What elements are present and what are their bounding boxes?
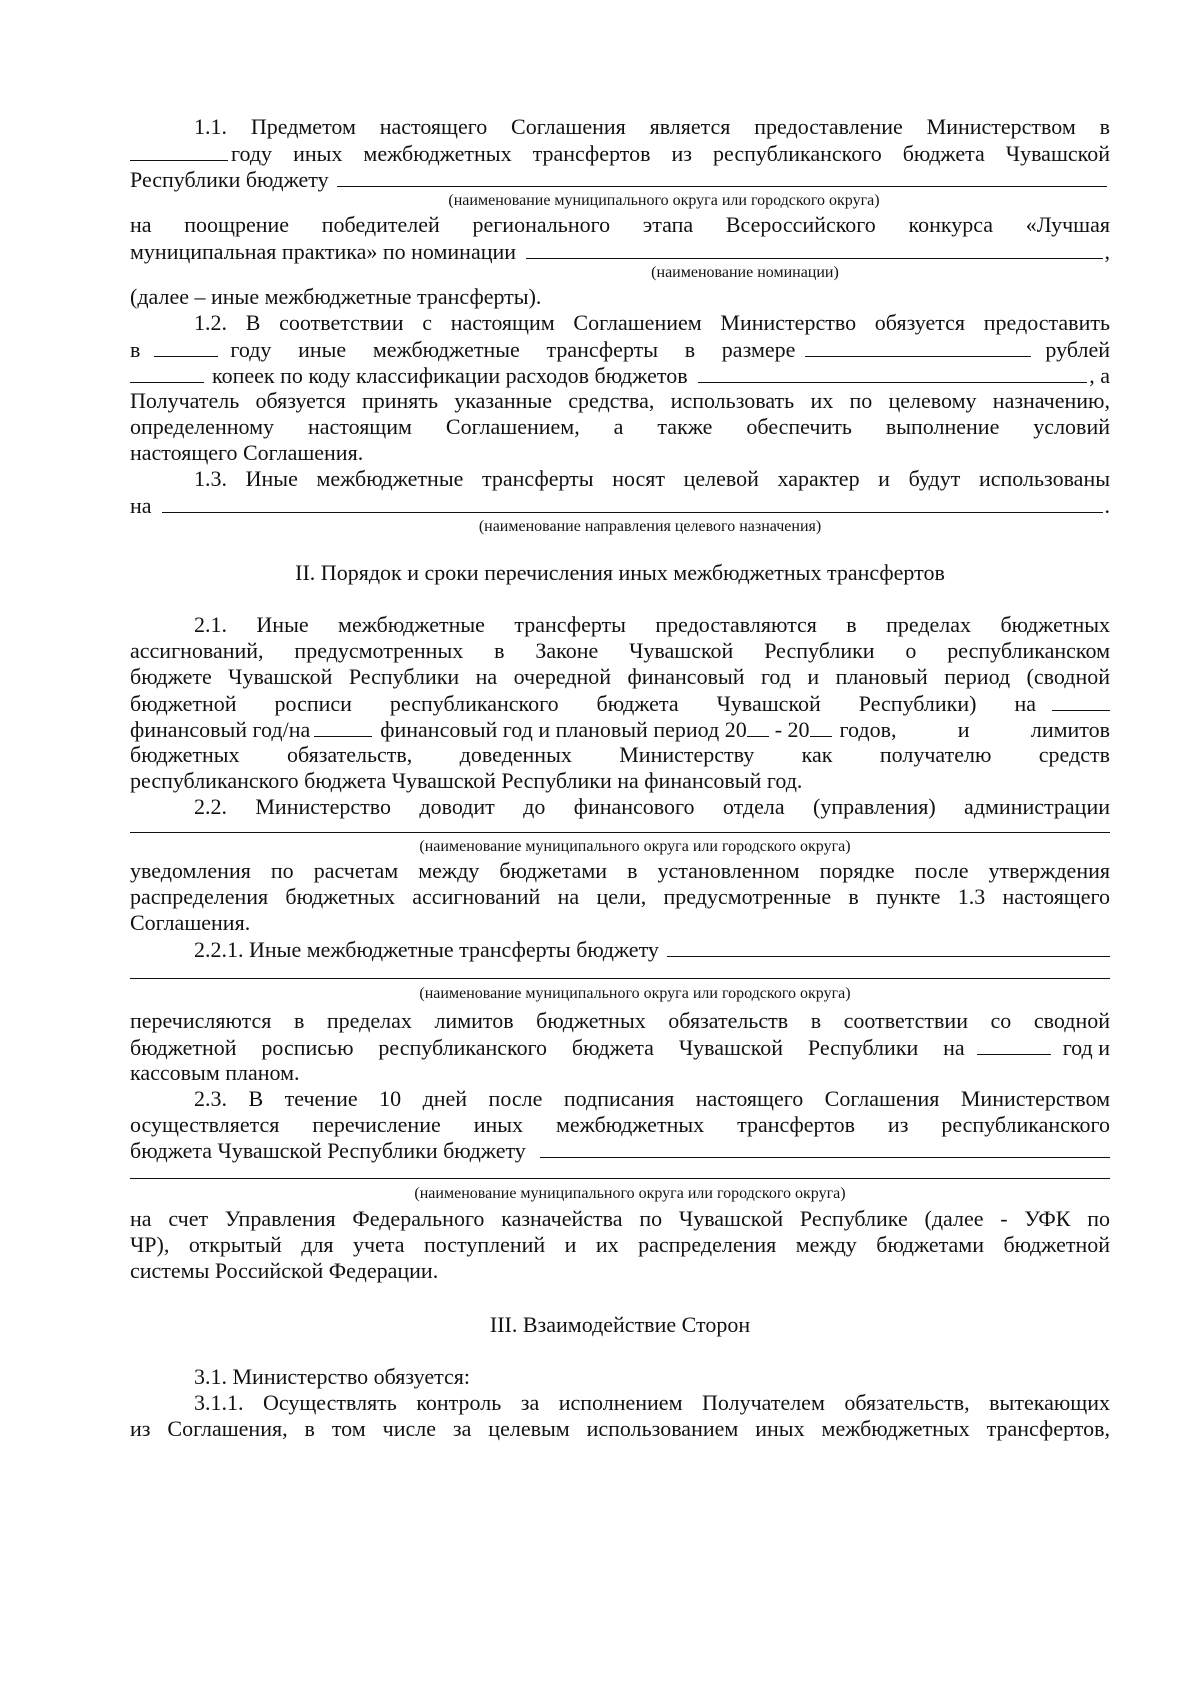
caption-municipality-4: (наименование муниципального округа или городского округа) xyxy=(414,1185,846,1202)
caption-municipality-3: (наименование муниципального округа или городского округа) xyxy=(419,985,851,1002)
blank-kopecks[interactable] xyxy=(130,362,204,383)
para-2-3-line-2: осуществляется перечисление иных межбюджетных трансфертов из республиканского xyxy=(130,1112,1110,1137)
para-2-1-line-4 xyxy=(130,690,1110,717)
blank-plan-year-2[interactable] xyxy=(810,716,832,737)
section-2-title: II. Порядок и сроки перечисления иных межбюджетных трансфертов xyxy=(295,560,945,585)
para-1-1-line-2 xyxy=(130,140,1110,167)
para-2-2-1-line-1 xyxy=(130,936,1110,963)
para-2-1-line-5a: финансовый год/на xyxy=(130,717,311,742)
para-1-2-in: в xyxy=(130,337,141,362)
para-1-2-line-6: настоящего Соглашения. xyxy=(130,440,364,465)
para-1-1-line-3-text: Республики бюджету xyxy=(130,167,329,192)
para-2-3-line-5: ЧР), открытый для учета поступлений и их распределения между бюджетами бюджетной xyxy=(130,1232,1110,1257)
para-1-2-line-2 xyxy=(130,336,1110,363)
para-2-2-1-line-4: кассовым планом. xyxy=(130,1060,300,1085)
para-3-1-line-3: из Соглашения, в том числе за целевым использованием иных межбюджетных трансфертов, xyxy=(130,1416,1110,1441)
para-1-3-line-2 xyxy=(130,492,1110,519)
para-2-1-line-6: бюджетных обязательств, доведенных Министерству как получателю средств xyxy=(130,742,1110,767)
comma: , xyxy=(1104,239,1110,264)
para-1-1-line-5-text: муниципальная практика» по номинации xyxy=(130,239,517,264)
para-2-1-line-7: республиканского бюджета Чувашской Республики на финансовый год. xyxy=(130,768,803,793)
blank-plan-year-1[interactable] xyxy=(747,716,769,737)
para-2-2-line-2: уведомления по расчетам между бюджетами в установленном порядке после утверждения xyxy=(130,858,1110,883)
para-2-1-line-3: бюджете Чувашской Республики на очередной финансовый год и плановый период (сводной xyxy=(130,664,1110,689)
para-1-2-line-4: Получатель обязуется принять указанные средства, использовать их по целевому назначению, xyxy=(130,388,1110,413)
para-2-2-line-1: 2.2. Министерство доводит до финансового отдела (управления) администрации xyxy=(194,794,1110,819)
para-1-1-line-6: (далее – иные межбюджетные трансферты). xyxy=(130,284,542,309)
blank-nomination[interactable] xyxy=(526,238,1102,259)
blank-year-2[interactable] xyxy=(154,336,218,357)
caption-target-purpose: (наименование направления целевого назначения) xyxy=(478,518,822,535)
para-2-1-line-5b: финансовый год и плановый период 20 xyxy=(380,717,747,742)
period: . xyxy=(1104,493,1110,518)
rubles-label: рублей xyxy=(1045,337,1110,362)
para-2-2-1-line-3 xyxy=(130,1034,1110,1061)
para-1-1-line-5 xyxy=(130,238,1110,265)
para-1-2-line-1: 1.2. В соответствии с настоящим Соглашением Министерство обязуется предоставить xyxy=(194,310,1110,335)
blank-municipality-3b[interactable] xyxy=(130,978,1110,979)
blank-target-purpose[interactable] xyxy=(162,492,1103,513)
para-1-2-line-3 xyxy=(130,362,1110,389)
para-2-2-line-3: распределения бюджетных ассигнований на цели, предусмотренные в пункте 1.3 настоящего xyxy=(130,884,1110,909)
section-3-title: III. Взаимодействие Сторон xyxy=(489,1312,751,1337)
para-1-1-line-1: 1.1. Предметом настоящего Соглашения является предоставление Министерством в xyxy=(194,114,1110,139)
blank-municipality-4b[interactable] xyxy=(130,1178,1110,1179)
para-1-2-line-3-text: копеек по коду классификации расходов бюджетов xyxy=(212,363,688,388)
blank-municipality-2[interactable] xyxy=(130,832,1110,833)
para-1-1-line-3 xyxy=(130,166,1110,193)
para-2-3-line-4: на счет Управления Федерального казначейства по Чувашской Республике (далее - УФК по xyxy=(130,1206,1110,1231)
para-2-2-1-line-1-text: 2.2.1. Иные межбюджетные трансферты бюджету xyxy=(194,937,659,962)
para-3-1-line-2: 3.1.1. Осуществлять контроль за исполнением Получателем обязательств, вытекающих xyxy=(194,1390,1110,1415)
para-2-1-line-4-text: бюджетной росписи республиканского бюджета Чувашской Республики) на xyxy=(130,691,1036,716)
para-2-2-1-line-3b: год и xyxy=(1062,1035,1110,1060)
para-1-3-line-1: 1.3. Иные межбюджетные трансферты носят целевой характер и будут использованы xyxy=(194,466,1110,491)
para-1-1-line-2-text: году иных межбюджетных трансфертов из республиканского бюджета Чувашской xyxy=(231,141,1110,166)
blank-fin-year-2[interactable] xyxy=(314,716,372,737)
para-2-2-1-line-3a: бюджетной росписью республиканского бюджета Чувашской Республики на xyxy=(130,1035,965,1060)
para-3-1-line-1: 3.1. Министерство обязуется: xyxy=(194,1364,470,1389)
para-2-1-line-5 xyxy=(130,716,1110,743)
para-2-1-line-5c: - 20 xyxy=(774,717,810,742)
blank-year[interactable] xyxy=(130,140,228,161)
para-2-3-line-3 xyxy=(130,1138,1110,1164)
blank-municipality-3a[interactable] xyxy=(667,936,1110,957)
blank-amount-rubles[interactable] xyxy=(805,336,1031,357)
para-1-3-on: на xyxy=(130,493,152,518)
caption-municipality-2: (наименование муниципального округа или городского округа) xyxy=(419,838,851,855)
para-2-2-line-4: Соглашения. xyxy=(130,910,251,935)
para-1-2-line-2-text: году иные межбюджетные трансферты в размере xyxy=(230,337,796,362)
blank-fin-year[interactable] xyxy=(1052,690,1110,711)
caption-nomination: (наименование номинации) xyxy=(651,264,839,281)
para-2-3-line-1: 2.3. В течение 10 дней после подписания настоящего Соглашения Министерством xyxy=(194,1086,1110,1111)
para-1-1-line-4: на поощрение победителей регионального этапа Всероссийского конкурса «Лучшая xyxy=(130,212,1110,237)
para-2-3-line-3-text: бюджета Чувашской Республики бюджету xyxy=(130,1138,526,1163)
para-2-1-line-1: 2.1. Иные межбюджетные трансферты предоставляются в пределах бюджетных xyxy=(194,612,1110,637)
blank-municipality[interactable] xyxy=(337,166,1107,187)
para-1-2-line-5: определенному настоящим Соглашением, а также обеспечить выполнение условий xyxy=(130,414,1110,439)
para-2-2-1-line-2: перечисляются в пределах лимитов бюджетных обязательств в соответствии со сводной xyxy=(130,1008,1110,1033)
blank-year-3[interactable] xyxy=(977,1034,1051,1055)
para-2-3-line-6: системы Российской Федерации. xyxy=(130,1258,439,1283)
para-2-1-line-5d: годов, и лимитов xyxy=(839,717,1110,742)
para-2-1-line-2: ассигнований, предусмотренных в Законе Чувашской Республики о республиканском xyxy=(130,638,1110,663)
blank-municipality-4a[interactable] xyxy=(540,1143,1110,1158)
blank-budget-code[interactable] xyxy=(698,362,1088,383)
para-1-2-line-3-end: , а xyxy=(1089,363,1110,388)
caption-municipality-1: (наименование муниципального округа или городского округа) xyxy=(448,192,880,209)
